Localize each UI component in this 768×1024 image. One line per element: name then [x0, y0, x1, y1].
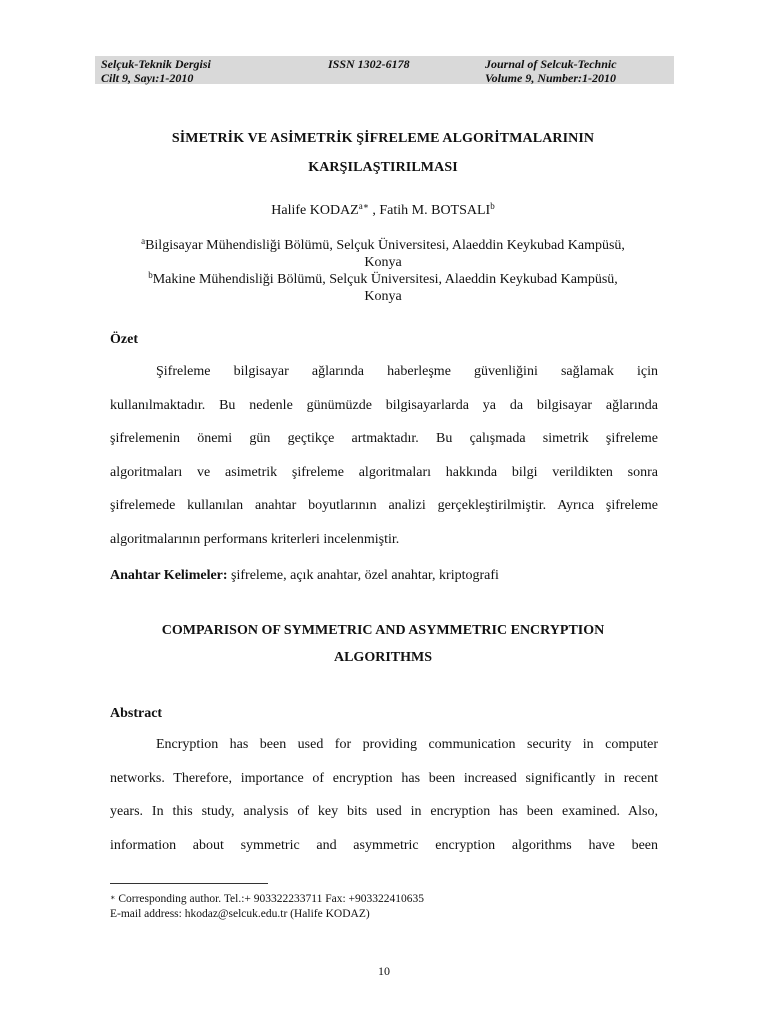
volume-info-tr: Cilt 9, Sayı:1-2010: [101, 71, 194, 85]
footnote: [110, 890, 658, 922]
affiliation-text: Bilgisayar Mühendisliği Bölümü, Selçuk Üniversitesi, Alaeddin Keykubad Kampüsü,: [145, 238, 625, 253]
paragraph-line: kullanılmaktadır. Bu nedenle günümüzde bilgisayarlarda ya da bilgisayar ağlarında: [110, 397, 658, 413]
paragraph-line: networks. Therefore, importance of encryption has been increased significantly in recent: [110, 770, 658, 786]
journal-header: [95, 56, 674, 84]
author-name: Fatih M. BOTSALI: [379, 203, 491, 218]
abstract-heading: Abstract: [110, 706, 163, 721]
journal-name-tr: Selçuk-Teknik Dergisi: [101, 57, 211, 71]
keywords-label: Anahtar Kelimeler:: [110, 568, 228, 583]
journal-info-en: [485, 57, 617, 85]
author-affiliation-mark: b: [490, 201, 495, 211]
journal-info-tr: [101, 57, 211, 85]
volume-info-en: Volume 9, Number:1-2010: [485, 71, 617, 85]
paragraph-line: şifrelemede kullanılan anahtar boyutlarının analizi gerçekleştirilmiştir. Ayrıca şifreleme: [110, 498, 658, 513]
affiliation-mark: a: [141, 236, 146, 246]
author-list: [108, 201, 658, 221]
keywords: [110, 566, 658, 586]
page-number: 10: [378, 964, 390, 978]
ozet-heading: Özet: [110, 332, 138, 347]
paragraph-line: information about symmetric and asymmetric encryption algorithms have been: [110, 837, 658, 853]
paragraph-line: algoritmaları ve asimetrik şifreleme algoritmaları hakkında bilgi verildikten sonra: [110, 464, 658, 480]
paragraph-line: years. In this study, analysis of key bits used in encryption has been examined. Also,: [110, 804, 658, 819]
title-en-line: COMPARISON OF SYMMETRIC AND ASYMMETRIC ENCRYPTION: [161, 623, 605, 638]
affiliation-city: Konya: [364, 255, 402, 270]
ozet-paragraph: [110, 362, 658, 563]
title-tr-line: KARŞILAŞTIRILMASI: [308, 160, 458, 175]
title-en-line: ALGORITHMS: [333, 650, 432, 665]
title-tr-line: SİMETRİK VE ASİMETRİK ŞİFRELEME ALGORİTMALARININ: [171, 131, 595, 146]
author-affiliation-mark: a∗: [358, 201, 369, 211]
affiliation-city: Konya: [364, 289, 402, 304]
paragraph-line: Encryption has been used for providing communication security in computer: [156, 737, 658, 752]
abstract-paragraph: [110, 735, 658, 869]
affiliation-b: [108, 271, 658, 305]
author-name: Halife KODAZ: [271, 203, 359, 218]
footnote-contact: Corresponding author. Tel.:+ 903322233711 Fax: +903322410635: [115, 893, 425, 905]
paragraph-line: algoritmalarının performans kriterleri incelenmiştir.: [110, 531, 400, 547]
affiliation-text: Makine Mühendisliği Bölümü, Selçuk Üniversitesi, Alaeddin Keykubad Kampüsü,: [152, 272, 618, 287]
journal-name-en: Journal of Selcuk-Technic: [485, 57, 617, 71]
paper-title-en: [108, 617, 658, 671]
footnote-symbol: ∗: [110, 893, 116, 902]
author-separator: ,: [368, 203, 380, 218]
keywords-text: şifreleme, açık anahtar, özel anahtar, kriptografi: [227, 568, 499, 583]
paragraph-line: Şifreleme bilgisayar ağlarında haberleşme güvenliğini sağlamak için: [156, 364, 658, 379]
affiliation-a: [108, 237, 658, 271]
footnote-divider: [110, 883, 268, 884]
paper-title-tr: [108, 124, 658, 182]
affiliation-mark: b: [148, 270, 153, 280]
footnote-email: E-mail address: hkodaz@selcuk.edu.tr (Halife KODAZ): [110, 908, 370, 920]
issn-number: ISSN 1302-6178: [328, 57, 410, 71]
paragraph-line: şifrelemenin önemi gün geçtikçe artmaktadır. Bu çalışmada simetrik şifreleme: [110, 431, 658, 446]
issn: [328, 57, 410, 71]
